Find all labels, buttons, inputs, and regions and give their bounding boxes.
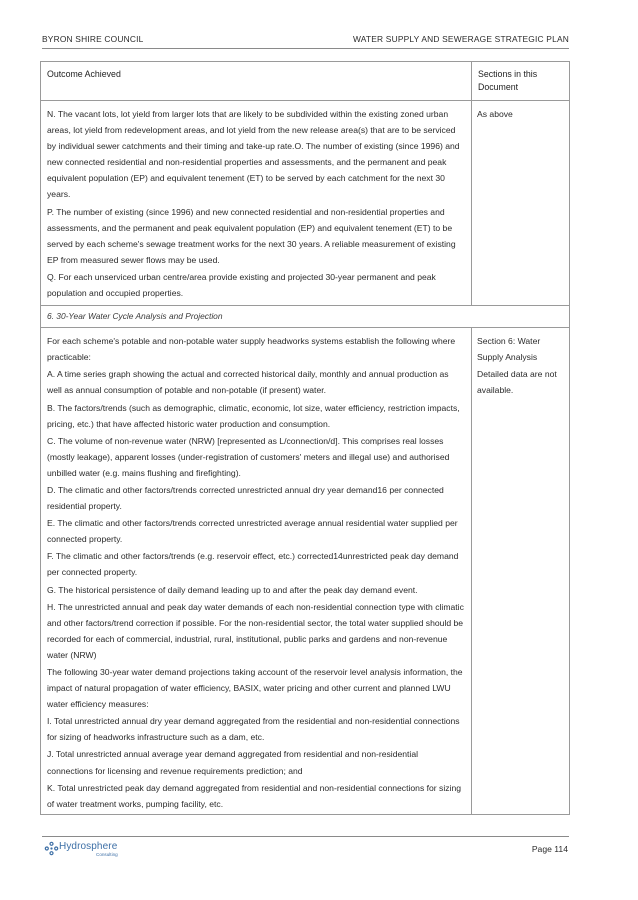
outcome-paragraph-a: A. A time series graph showing the actual and corrected historical daily, monthly and annual production as well as annual consumption of potable and non-potable (if present) water. [47,369,449,396]
logo-brand-text: Hydrosphere [59,841,118,852]
outcome-paragraph-d: D. The climatic and other factors/trends corrected unrestricted annual dry year demand16 per connected residential property. [47,484,444,512]
outcome-paragraph-n: N. The vacant lots, lot yield from larger lots that are likely to be subdivided within the existing zoned urban areas, lot yield from redevelopment areas, and lot yield from the new release area(s) that are to be serviced by individual sewer catchments and their timing and take-up rate.O. The number of existing (since 1996) and new connected residential and non-residential properties and assessments, and the permanent and peak equivalent population (EP) and equivalent tenement (ET) to be served by each catchment for the next 30 years. [47,109,460,200]
logo-sub-text: Consulting [96,852,118,857]
outcome-paragraph-h: H. The unrestricted annual and peak day water demands of each non-residential connection type with climatic and other factors/trend correction if possible. For the non-residential sector, the total water supplied should be recorded for each of commercial, industrial, rural, institutional, public parks and gardens and non-revenue water (NRW) [47,601,464,660]
outcome-cell [41,328,472,815]
outcome-paragraph-c: C. The volume of non-revenue water (NRW) [represented as L/connection/d]. This comprises real losses (mostly leakage), apparent losses (under-registration of customers' meters and illegal use) and authorised unbilled water (e.g. mains flushing and firefighting). [47,435,450,478]
outcome-paragraph-f: F. The climatic and other factors/trends (e.g. reservoir effect, etc.) corrected14unrestricted peak day demand per connected property. [47,551,459,578]
outcome-paragraph-e: E. The climatic and other factors/trends corrected unrestricted average annual residential water supplied per connected property. [47,518,458,545]
outcome-paragraph-j: J. Total unrestricted annual average year demand aggregated from residential and non-residential connections for licensing and revenue requirements prediction; and [47,749,419,776]
outcome-paragraph-i: I. Total unrestricted annual dry year demand aggregated from the residential and non-residential connections for sizing of headworks infrastructure such as a dam, etc. [47,716,460,743]
sections-column-header: Sections in this Document [472,62,570,101]
outcome-cell [41,101,472,306]
table-row [41,328,570,815]
outcome-paragraph-g: G. The historical persistence of daily demand leading up to and after the peak day demand event. [47,584,418,595]
outcome-paragraph-b: B. The factors/trends (such as demographic, climatic, economic, lot size, water efficiency, restriction impacts, pricing, etc.) that have affected historic water production and consumption. [47,402,460,429]
table-header-row [41,62,570,101]
outcomes-table [40,61,570,815]
page-header [42,34,569,48]
outcome-paragraph-q: Q. For each unserviced urban centre/area provide existing and projected 30-year permanent and peak population and occupied properties. [47,271,436,299]
hydrosphere-logo [44,841,134,861]
footer-divider [42,836,569,837]
hydrosphere-logo-icon [44,841,59,856]
section-ref-cell [472,328,570,815]
header-divider [42,48,569,49]
outcome-paragraph-intro: For each scheme's potable and non-potable water supply headworks systems establish the following where practicable: [47,336,456,363]
section-note: Detailed data are not available. [477,369,557,396]
council-name: BYRON SHIRE COUNCIL [42,34,144,44]
outcome-paragraph-projections: The following 30-year water demand projections taking account of the reservoir level analysis information, the impact of natural propagation of water efficiency, BASIX, water pricing and other current and planned LWU water efficiency measures: [47,667,463,710]
outcome-column-header: Outcome Achieved [41,62,472,101]
section-ref: As above [477,109,513,119]
section-ref: Section 6: Water Supply Analysis [477,336,541,363]
outcome-paragraph-p: P. The number of existing (since 1996) and new connected residential and non-residential properties and assessments, and the permanent and peak equivalent population (EP) and equivalent tenement (ET) to be served by each scheme's sewage treatment works for the next 30 years. A reliable measurement of existing EP from measured sewer flows may be used. [47,206,456,265]
section-heading: 6. 30-Year Water Cycle Analysis and Projection [41,306,570,328]
page-number: Page 114 [531,844,568,854]
document-title: WATER SUPPLY AND SEWERAGE STRATEGIC PLAN [352,34,569,44]
outcome-paragraph-k: K. Total unrestricted peak day demand aggregated from residential and non-residential connections for sizing of water treatment works, pumping facility, etc. [47,782,462,809]
section-heading-row [41,306,570,328]
section-ref-cell [472,101,570,306]
table-row [41,101,570,306]
